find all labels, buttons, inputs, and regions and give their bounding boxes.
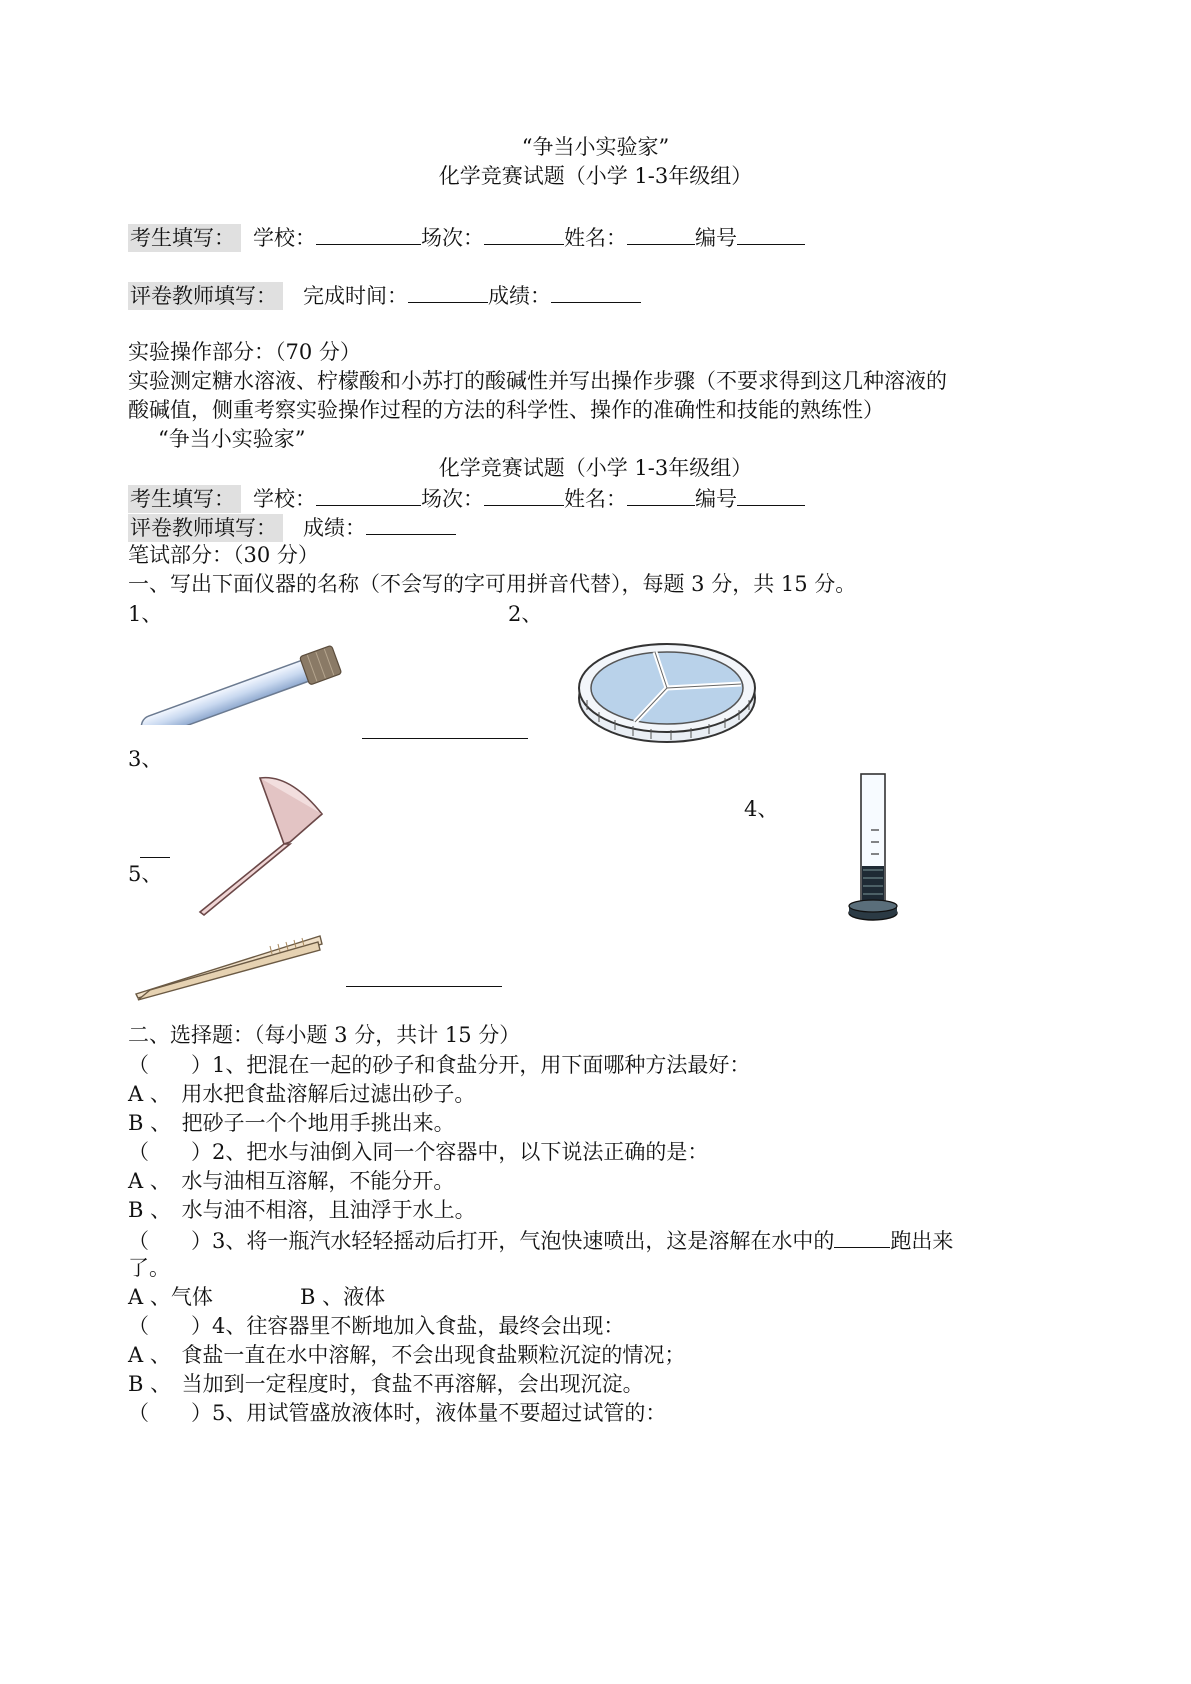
- item-number-5: 5、: [128, 862, 163, 886]
- test-tube-icon: [126, 625, 350, 725]
- exam-subtitle: 化学竞赛试题（小学 1-3年级组）: [438, 164, 753, 188]
- school-label: 学校：: [253, 226, 316, 250]
- question-4: （ ）4、往容器里不断地加入食盐，最终会出现：: [128, 1314, 625, 1338]
- question-1-option-b[interactable]: B 、 把砂子一个个地用手挑出来。: [128, 1111, 455, 1135]
- experiment-text-line2: 酸碱值，侧重考察实验操作过程的方法的科学性、操作的准确性和技能的熟练性）: [128, 398, 884, 422]
- section2-heading: 二、选择题：（每小题 3 分，共计 15 分）: [128, 1023, 521, 1047]
- question-2-option-b[interactable]: B 、 水与油不相溶，且油浮于水上。: [128, 1198, 476, 1222]
- graduated-cylinder-icon: [845, 770, 903, 926]
- score-label: 成绩：: [303, 516, 366, 540]
- student-fill-label: 考生填写：: [128, 224, 241, 252]
- question-1-option-a[interactable]: A 、 用水把食盐溶解后过滤出砂子。: [128, 1082, 476, 1106]
- name-label: 姓名：: [564, 226, 627, 250]
- item-number-3: 3、: [128, 747, 163, 771]
- question-4-option-b[interactable]: B 、 当加到一定程度时，食盐不再溶解，会出现沉淀。: [128, 1372, 644, 1396]
- score-label: 成绩：: [488, 284, 551, 308]
- experiment-heading: 实验操作部分：（70 分）: [128, 340, 361, 364]
- experiment-text-line1: 实验测定糖水溶液、柠檬酸和小苏打的酸碱性并写出操作步骤（不要求得到这几种溶液的: [128, 369, 947, 393]
- session-label: 场次：: [421, 487, 484, 511]
- exam-title: “争当小实验家”: [521, 135, 670, 159]
- question-3-option-b[interactable]: B 、液体: [300, 1285, 386, 1309]
- question-2: （ ）2、把水与油倒入同一个容器中，以下说法正确的是：: [128, 1140, 709, 1164]
- answer-blank-5[interactable]: [346, 986, 502, 987]
- written-heading: 笔试部分：（30 分）: [128, 543, 319, 567]
- time-blank[interactable]: [408, 280, 488, 303]
- exam-subtitle-2: 化学竞赛试题（小学 1-3年级组）: [438, 456, 753, 480]
- teacher-fill-label: 评卷教师填写：: [128, 282, 283, 310]
- question-3-text-end: 跑出来: [890, 1229, 954, 1253]
- number-label: 编号: [695, 226, 737, 250]
- school-blank[interactable]: [316, 483, 421, 506]
- petri-dish-icon: [575, 630, 760, 748]
- question-3-continuation: 了。: [128, 1256, 170, 1280]
- question-3-text: （ ）3、将一瓶汽水轻轻摇动后打开，气泡快速喷出，这是溶解在水中的: [128, 1229, 835, 1253]
- question-3-blank[interactable]: [834, 1225, 890, 1248]
- school-blank[interactable]: [316, 222, 421, 245]
- name-label: 姓名：: [564, 487, 627, 511]
- teacher-info-row: [128, 280, 641, 310]
- item-number-4: 4、: [744, 797, 779, 821]
- student-fill-label: 考生填写：: [128, 485, 241, 513]
- answer-blank-1[interactable]: [362, 738, 528, 739]
- exam-title-2: “争当小实验家”: [158, 427, 306, 451]
- number-blank[interactable]: [737, 222, 805, 245]
- number-blank[interactable]: [737, 483, 805, 506]
- funnel-icon: [190, 772, 330, 918]
- name-blank[interactable]: [627, 222, 695, 245]
- item-number-1: 1、: [128, 602, 163, 626]
- session-blank[interactable]: [484, 222, 564, 245]
- question-3: [128, 1225, 953, 1255]
- student-info-row: [128, 222, 805, 252]
- question-5: （ ）5、用试管盛放液体时，液体量不要超过试管的：: [128, 1401, 667, 1425]
- item-number-2: 2、: [508, 602, 543, 626]
- session-label: 场次：: [421, 226, 484, 250]
- student-info-row-2: [128, 483, 805, 513]
- teacher-fill-label: 评卷教师填写：: [128, 514, 283, 542]
- score-blank[interactable]: [551, 280, 641, 303]
- question-1: （ ）1、把混在一起的砂子和食盐分开，用下面哪种方法最好：: [128, 1053, 751, 1077]
- section1-heading: 一、写出下面仪器的名称（不会写的字可用拼音代替），每题 3 分，共 15 分。: [128, 572, 857, 596]
- tweezers-icon: [130, 932, 324, 1004]
- session-blank[interactable]: [484, 483, 564, 506]
- school-label: 学校：: [253, 487, 316, 511]
- score-blank[interactable]: [366, 512, 456, 535]
- time-label: 完成时间：: [303, 284, 408, 308]
- teacher-info-row-2: [128, 512, 456, 542]
- question-4-option-a[interactable]: A 、 食盐一直在水中溶解，不会出现食盐颗粒沉淀的情况；: [128, 1343, 686, 1367]
- name-blank[interactable]: [627, 483, 695, 506]
- answer-blank-3[interactable]: [140, 857, 170, 858]
- number-label: 编号: [695, 487, 737, 511]
- question-2-option-a[interactable]: A 、 水与油相互溶解，不能分开。: [128, 1169, 455, 1193]
- question-3-option-a[interactable]: A 、气体: [128, 1285, 213, 1309]
